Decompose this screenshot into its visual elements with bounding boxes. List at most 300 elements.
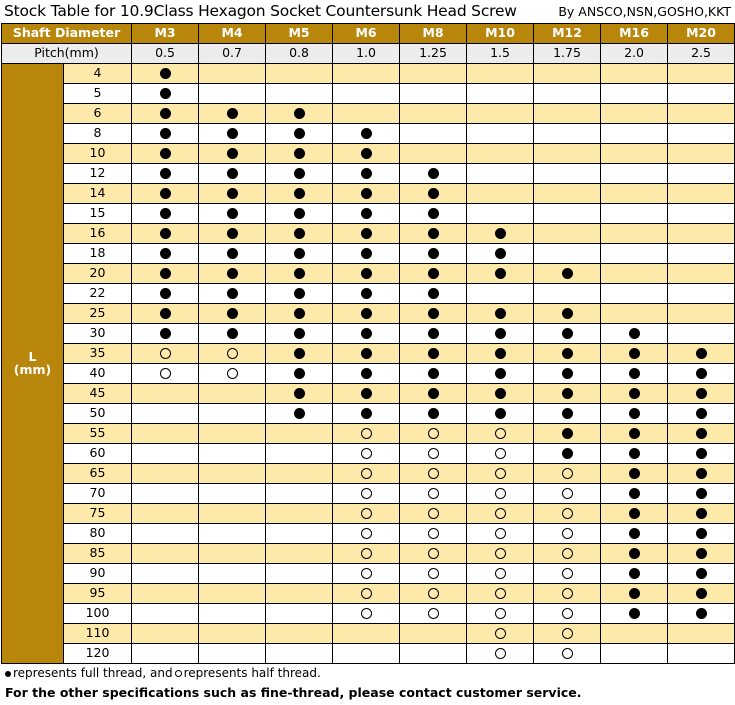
stock-cell bbox=[467, 624, 534, 644]
legend-full-text: represents full thread, and bbox=[13, 666, 173, 680]
stock-cell bbox=[333, 404, 400, 424]
table-row bbox=[2, 164, 735, 184]
full-thread-icon bbox=[361, 188, 372, 199]
stock-cell bbox=[266, 104, 333, 124]
full-thread-icon bbox=[227, 328, 238, 339]
half-thread-icon bbox=[562, 528, 573, 539]
stock-cell bbox=[400, 484, 467, 504]
table-row bbox=[2, 404, 735, 424]
length-value: 5 bbox=[64, 84, 132, 104]
stock-cell bbox=[132, 144, 199, 164]
full-thread-icon bbox=[428, 208, 439, 219]
table-row bbox=[2, 604, 735, 624]
stock-cell bbox=[199, 64, 266, 84]
stock-cell bbox=[400, 284, 467, 304]
stock-cell bbox=[601, 284, 668, 304]
stock-cell bbox=[333, 524, 400, 544]
stock-cell bbox=[601, 264, 668, 284]
stock-cell bbox=[132, 164, 199, 184]
stock-cell bbox=[534, 264, 601, 284]
pitch-value-m12: 1.75 bbox=[534, 44, 601, 64]
half-thread-icon bbox=[495, 468, 506, 479]
half-thread-icon bbox=[361, 508, 372, 519]
stock-cell bbox=[467, 144, 534, 164]
stock-cell bbox=[534, 64, 601, 84]
stock-cell bbox=[534, 524, 601, 544]
stock-cell bbox=[333, 204, 400, 224]
full-thread-icon bbox=[160, 68, 171, 79]
stock-cell bbox=[266, 204, 333, 224]
stock-cell bbox=[668, 364, 735, 384]
stock-cell bbox=[534, 104, 601, 124]
stock-cell bbox=[266, 124, 333, 144]
stock-cell bbox=[467, 584, 534, 604]
stock-cell bbox=[266, 464, 333, 484]
stock-cell bbox=[467, 304, 534, 324]
table-row bbox=[2, 324, 735, 344]
stock-cell bbox=[400, 544, 467, 564]
full-thread-icon bbox=[428, 168, 439, 179]
full-thread-icon bbox=[294, 368, 305, 379]
full-thread-icon bbox=[495, 348, 506, 359]
stock-cell bbox=[601, 224, 668, 244]
table-row bbox=[2, 384, 735, 404]
table-row bbox=[2, 364, 735, 384]
full-thread-icon bbox=[562, 268, 573, 279]
stock-cell bbox=[467, 384, 534, 404]
stock-cell bbox=[400, 624, 467, 644]
full-thread-icon bbox=[361, 268, 372, 279]
length-value: 30 bbox=[64, 324, 132, 344]
length-value: 6 bbox=[64, 104, 132, 124]
stock-cell bbox=[199, 164, 266, 184]
pitch-row bbox=[2, 44, 735, 64]
stock-cell bbox=[333, 384, 400, 404]
half-thread-icon bbox=[428, 588, 439, 599]
full-thread-icon bbox=[294, 328, 305, 339]
stock-cell bbox=[668, 304, 735, 324]
stock-cell bbox=[601, 184, 668, 204]
stock-cell bbox=[534, 384, 601, 404]
length-value: 110 bbox=[64, 624, 132, 644]
stock-cell bbox=[266, 484, 333, 504]
stock-cell bbox=[199, 364, 266, 384]
half-thread-icon bbox=[428, 508, 439, 519]
stock-cell bbox=[400, 264, 467, 284]
stock-cell bbox=[333, 484, 400, 504]
stock-cell bbox=[534, 544, 601, 564]
stock-cell bbox=[601, 444, 668, 464]
stock-cell bbox=[601, 104, 668, 124]
full-thread-icon bbox=[294, 268, 305, 279]
length-value: 8 bbox=[64, 124, 132, 144]
stock-cell bbox=[266, 264, 333, 284]
half-thread-icon bbox=[495, 628, 506, 639]
table-row bbox=[2, 564, 735, 584]
stock-cell bbox=[601, 544, 668, 564]
stock-cell bbox=[266, 404, 333, 424]
length-value: 100 bbox=[64, 604, 132, 624]
stock-cell bbox=[668, 264, 735, 284]
stock-cell bbox=[333, 544, 400, 564]
stock-cell bbox=[668, 604, 735, 624]
stock-cell bbox=[333, 424, 400, 444]
full-thread-icon bbox=[361, 408, 372, 419]
full-thread-icon bbox=[361, 288, 372, 299]
stock-cell bbox=[668, 64, 735, 84]
stock-cell bbox=[333, 564, 400, 584]
full-thread-icon bbox=[361, 348, 372, 359]
stock-cell bbox=[467, 484, 534, 504]
stock-cell bbox=[132, 124, 199, 144]
stock-cell bbox=[668, 484, 735, 504]
stock-cell bbox=[199, 484, 266, 504]
stock-cell bbox=[333, 244, 400, 264]
full-thread-icon bbox=[696, 528, 707, 539]
full-thread-icon bbox=[428, 388, 439, 399]
full-thread-icon bbox=[428, 328, 439, 339]
half-thread-icon bbox=[562, 608, 573, 619]
stock-cell bbox=[601, 364, 668, 384]
stock-cell bbox=[266, 564, 333, 584]
stock-cell bbox=[601, 384, 668, 404]
stock-cell bbox=[333, 344, 400, 364]
table-row bbox=[2, 204, 735, 224]
stock-cell bbox=[400, 224, 467, 244]
stock-cell bbox=[132, 424, 199, 444]
stock-cell bbox=[534, 204, 601, 224]
full-thread-icon bbox=[294, 408, 305, 419]
stock-cell bbox=[534, 424, 601, 444]
length-axis-label bbox=[2, 64, 64, 664]
full-thread-icon bbox=[428, 188, 439, 199]
full-thread-icon bbox=[495, 328, 506, 339]
full-thread-icon bbox=[428, 368, 439, 379]
full-thread-icon bbox=[294, 388, 305, 399]
table-row bbox=[2, 264, 735, 284]
full-thread-icon bbox=[562, 328, 573, 339]
full-thread-icon bbox=[160, 108, 171, 119]
half-thread-icon bbox=[428, 428, 439, 439]
half-thread-icon bbox=[495, 648, 506, 659]
stock-cell bbox=[266, 324, 333, 344]
full-thread-icon bbox=[562, 308, 573, 319]
stock-cell bbox=[668, 204, 735, 224]
full-thread-icon bbox=[629, 568, 640, 579]
stock-cell bbox=[199, 244, 266, 264]
stock-cell bbox=[400, 384, 467, 404]
pitch-value-m4: 0.7 bbox=[199, 44, 266, 64]
stock-cell bbox=[333, 224, 400, 244]
pitch-value-m3: 0.5 bbox=[132, 44, 199, 64]
full-thread-icon bbox=[227, 128, 238, 139]
length-value: 10 bbox=[64, 144, 132, 164]
full-thread-icon bbox=[495, 228, 506, 239]
stock-cell bbox=[132, 264, 199, 284]
length-value: 25 bbox=[64, 304, 132, 324]
stock-cell bbox=[467, 164, 534, 184]
table-row bbox=[2, 84, 735, 104]
full-thread-icon bbox=[629, 548, 640, 559]
length-value: 20 bbox=[64, 264, 132, 284]
size-header-m8: M8 bbox=[400, 24, 467, 44]
full-thread-icon bbox=[294, 248, 305, 259]
stock-cell bbox=[467, 264, 534, 284]
length-axis-unit: (mm) bbox=[13, 361, 52, 377]
stock-cell bbox=[132, 184, 199, 204]
stock-cell bbox=[467, 504, 534, 524]
full-thread-icon bbox=[629, 608, 640, 619]
stock-cell bbox=[534, 144, 601, 164]
size-header-m3: M3 bbox=[132, 24, 199, 44]
table-row bbox=[2, 184, 735, 204]
full-thread-icon bbox=[428, 288, 439, 299]
half-thread-icon bbox=[562, 628, 573, 639]
stock-cell bbox=[668, 184, 735, 204]
stock-cell bbox=[199, 644, 266, 664]
stock-cell bbox=[668, 584, 735, 604]
full-thread-icon bbox=[629, 388, 640, 399]
stock-cell bbox=[467, 104, 534, 124]
full-thread-icon bbox=[361, 308, 372, 319]
full-thread-icon bbox=[227, 108, 238, 119]
stock-cell bbox=[266, 164, 333, 184]
stock-cell bbox=[333, 164, 400, 184]
stock-cell bbox=[601, 64, 668, 84]
stock-cell bbox=[601, 484, 668, 504]
length-value: 80 bbox=[64, 524, 132, 544]
stock-cell bbox=[534, 584, 601, 604]
full-thread-icon bbox=[160, 288, 171, 299]
half-thread-icon bbox=[562, 488, 573, 499]
stock-cell bbox=[668, 444, 735, 464]
half-thread-icon bbox=[428, 488, 439, 499]
full-thread-icon bbox=[160, 268, 171, 279]
stock-cell bbox=[601, 604, 668, 624]
half-thread-icon bbox=[562, 508, 573, 519]
stock-cell bbox=[467, 64, 534, 84]
stock-cell bbox=[467, 184, 534, 204]
table-row bbox=[2, 304, 735, 324]
stock-cell bbox=[199, 624, 266, 644]
stock-cell bbox=[266, 504, 333, 524]
legend bbox=[5, 666, 321, 680]
full-thread-icon bbox=[227, 168, 238, 179]
half-thread-icon bbox=[562, 588, 573, 599]
half-thread-icon bbox=[428, 448, 439, 459]
stock-cell bbox=[400, 404, 467, 424]
length-value: 85 bbox=[64, 544, 132, 564]
full-thread-icon bbox=[227, 148, 238, 159]
length-value: 14 bbox=[64, 184, 132, 204]
table-row bbox=[2, 284, 735, 304]
full-thread-icon bbox=[629, 448, 640, 459]
stock-cell bbox=[534, 444, 601, 464]
stock-cell bbox=[534, 604, 601, 624]
full-thread-icon bbox=[696, 588, 707, 599]
full-thread-icon bbox=[227, 228, 238, 239]
stock-cell bbox=[199, 504, 266, 524]
stock-cell bbox=[333, 504, 400, 524]
stock-cell bbox=[199, 564, 266, 584]
stock-cell bbox=[467, 284, 534, 304]
half-thread-icon bbox=[495, 568, 506, 579]
full-thread-icon bbox=[361, 368, 372, 379]
full-thread-icon bbox=[629, 488, 640, 499]
stock-cell bbox=[333, 84, 400, 104]
stock-cell bbox=[132, 84, 199, 104]
stock-cell bbox=[601, 504, 668, 524]
stock-cell bbox=[467, 644, 534, 664]
brand-list: By ANSCO,NSN,GOSHO,KKT bbox=[558, 4, 731, 19]
length-value: 22 bbox=[64, 284, 132, 304]
full-thread-icon bbox=[629, 528, 640, 539]
full-thread-icon bbox=[294, 208, 305, 219]
full-thread-icon bbox=[227, 248, 238, 259]
stock-cell bbox=[400, 124, 467, 144]
stock-cell bbox=[400, 444, 467, 464]
full-thread-icon bbox=[495, 408, 506, 419]
table-row bbox=[2, 644, 735, 664]
half-thread-icon bbox=[361, 488, 372, 499]
stock-cell bbox=[601, 244, 668, 264]
table-row bbox=[2, 504, 735, 524]
stock-cell bbox=[199, 224, 266, 244]
stock-cell bbox=[668, 564, 735, 584]
stock-cell bbox=[199, 384, 266, 404]
stock-cell bbox=[266, 624, 333, 644]
full-thread-icon bbox=[629, 588, 640, 599]
full-thread-icon bbox=[428, 348, 439, 359]
full-thread-icon bbox=[629, 348, 640, 359]
size-header-m10: M10 bbox=[467, 24, 534, 44]
stock-cell bbox=[199, 324, 266, 344]
full-thread-icon bbox=[294, 128, 305, 139]
stock-cell bbox=[333, 184, 400, 204]
stock-cell bbox=[266, 144, 333, 164]
stock-cell bbox=[400, 244, 467, 264]
table-row bbox=[2, 624, 735, 644]
half-thread-icon bbox=[361, 468, 372, 479]
length-value: 12 bbox=[64, 164, 132, 184]
full-thread-icon bbox=[629, 468, 640, 479]
half-thread-icon bbox=[361, 448, 372, 459]
half-thread-icon bbox=[428, 468, 439, 479]
half-thread-icon bbox=[428, 608, 439, 619]
full-thread-icon bbox=[227, 208, 238, 219]
full-thread-icon bbox=[294, 108, 305, 119]
full-thread-icon bbox=[160, 228, 171, 239]
stock-cell bbox=[132, 504, 199, 524]
full-thread-icon bbox=[428, 408, 439, 419]
length-value: 4 bbox=[64, 64, 132, 84]
pitch-value-m20: 2.5 bbox=[668, 44, 735, 64]
stock-cell bbox=[400, 644, 467, 664]
table-row bbox=[2, 544, 735, 564]
length-value: 45 bbox=[64, 384, 132, 404]
stock-cell bbox=[132, 604, 199, 624]
table-row bbox=[2, 124, 735, 144]
stock-cell bbox=[333, 144, 400, 164]
stock-table bbox=[1, 23, 735, 664]
footer-note: For the other specifications such as fine-thread, please contact customer service. bbox=[5, 685, 582, 700]
stock-cell bbox=[132, 64, 199, 84]
stock-cell bbox=[467, 364, 534, 384]
stock-cell bbox=[601, 204, 668, 224]
stock-cell bbox=[668, 104, 735, 124]
stock-cell bbox=[668, 524, 735, 544]
length-value: 90 bbox=[64, 564, 132, 584]
half-thread-icon bbox=[495, 428, 506, 439]
pitch-value-m10: 1.5 bbox=[467, 44, 534, 64]
pitch-label: Pitch(mm) bbox=[2, 44, 132, 64]
full-thread-icon bbox=[495, 308, 506, 319]
stock-cell bbox=[132, 204, 199, 224]
stock-cell bbox=[333, 364, 400, 384]
stock-cell bbox=[668, 464, 735, 484]
stock-cell bbox=[400, 204, 467, 224]
stock-cell bbox=[132, 444, 199, 464]
full-thread-icon bbox=[361, 148, 372, 159]
pitch-value-m6: 1.0 bbox=[333, 44, 400, 64]
stock-cell bbox=[199, 264, 266, 284]
stock-cell bbox=[534, 404, 601, 424]
half-thread-icon bbox=[562, 468, 573, 479]
stock-cell bbox=[534, 564, 601, 584]
full-thread-icon bbox=[562, 408, 573, 419]
stock-cell bbox=[601, 324, 668, 344]
stock-cell bbox=[668, 544, 735, 564]
stock-cell bbox=[534, 464, 601, 484]
half-thread-icon bbox=[428, 548, 439, 559]
pitch-value-m8: 1.25 bbox=[400, 44, 467, 64]
full-thread-icon bbox=[361, 228, 372, 239]
length-value: 65 bbox=[64, 464, 132, 484]
full-thread-icon bbox=[562, 448, 573, 459]
stock-cell bbox=[400, 524, 467, 544]
half-thread-icon bbox=[495, 448, 506, 459]
stock-cell bbox=[400, 144, 467, 164]
stock-cell bbox=[199, 284, 266, 304]
stock-cell bbox=[668, 624, 735, 644]
stock-cell bbox=[266, 344, 333, 364]
table-row bbox=[2, 424, 735, 444]
stock-cell bbox=[601, 344, 668, 364]
stock-cell bbox=[132, 324, 199, 344]
stock-cell bbox=[199, 584, 266, 604]
stock-cell bbox=[601, 144, 668, 164]
full-thread-icon bbox=[227, 288, 238, 299]
half-thread-icon bbox=[495, 548, 506, 559]
pitch-value-m16: 2.0 bbox=[601, 44, 668, 64]
full-thread-icon bbox=[160, 328, 171, 339]
stock-cell bbox=[400, 324, 467, 344]
full-thread-icon bbox=[696, 368, 707, 379]
full-thread-icon bbox=[160, 168, 171, 179]
half-thread-icon bbox=[495, 608, 506, 619]
stock-cell bbox=[199, 404, 266, 424]
stock-cell bbox=[333, 104, 400, 124]
stock-cell bbox=[199, 304, 266, 324]
stock-cell bbox=[601, 164, 668, 184]
stock-cell bbox=[132, 284, 199, 304]
stock-cell bbox=[199, 464, 266, 484]
stock-cell bbox=[534, 164, 601, 184]
stock-cell bbox=[534, 84, 601, 104]
size-header-m4: M4 bbox=[199, 24, 266, 44]
stock-cell bbox=[132, 484, 199, 504]
stock-cell bbox=[132, 544, 199, 564]
